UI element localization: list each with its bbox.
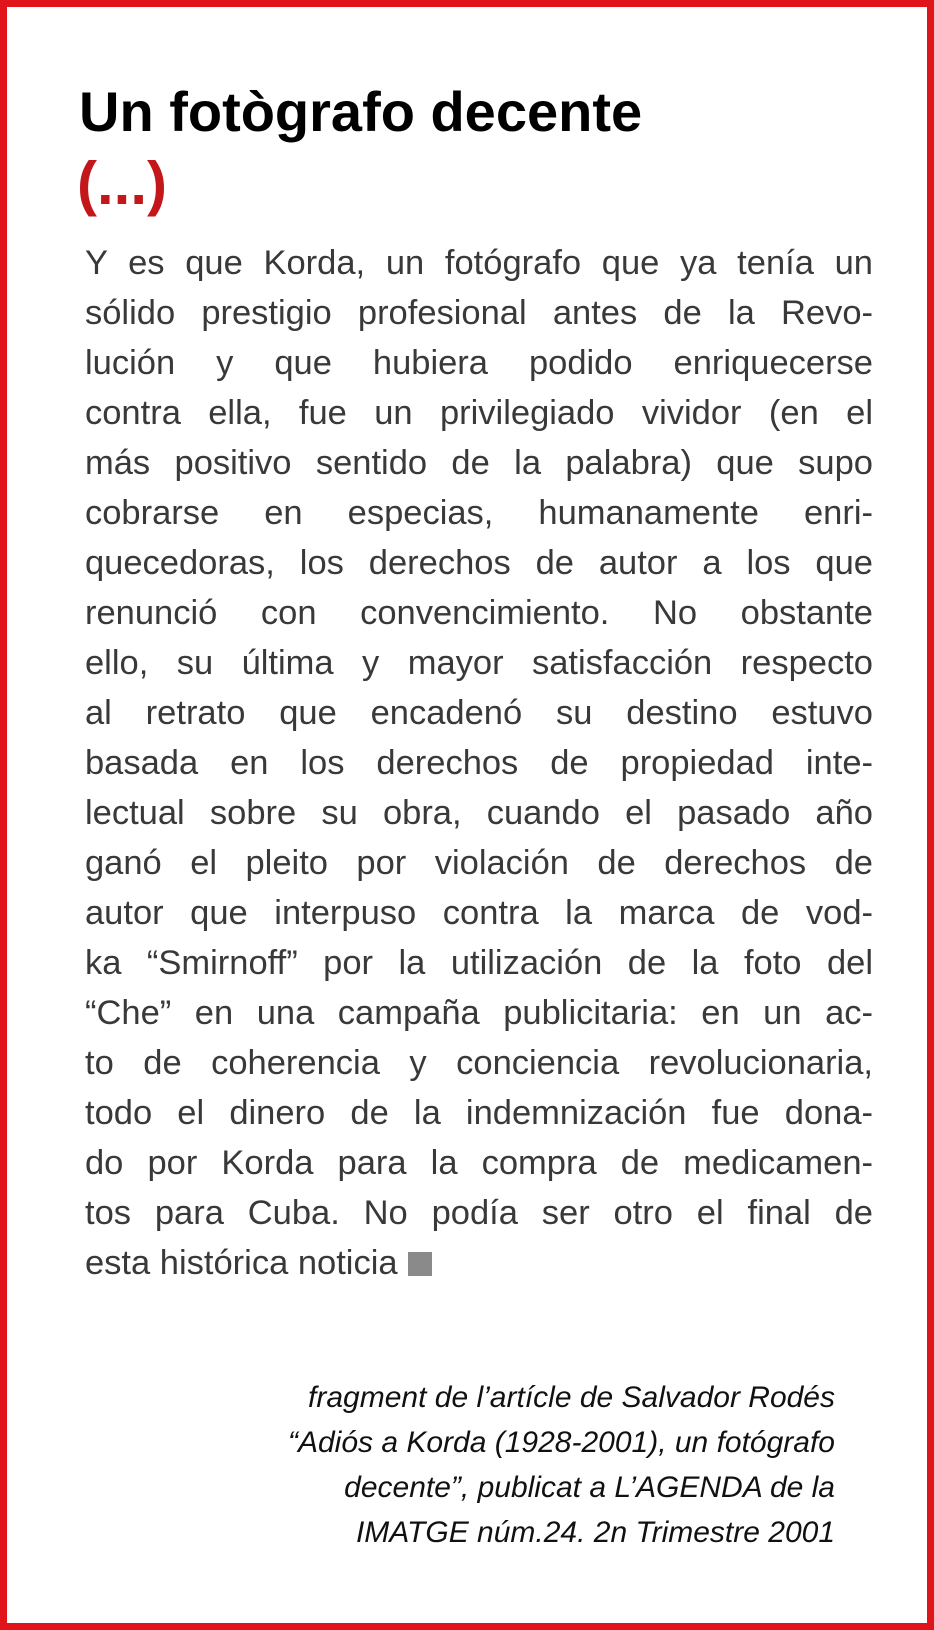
article-line: tos para Cuba. No podía ser otro el final de xyxy=(85,1194,873,1232)
article-last-line xyxy=(85,1237,873,1289)
article-line: autor que interpuso contra la marca de vod- xyxy=(85,894,873,932)
caption-line: “Adiós a Korda (1928-2001), un fotógrafo xyxy=(287,1426,835,1459)
article-line: do por Korda para la compra de medicamen- xyxy=(85,1144,873,1182)
article-excerpt xyxy=(79,237,879,1347)
caption-line: IMATGE núm.24. 2n Trimestre 2001 xyxy=(355,1516,835,1549)
caption-line: fragment de l’artícle de Salvador Rodés xyxy=(308,1381,835,1414)
page-title: Un fotògrafo decente xyxy=(79,80,643,143)
article-line: contra ella, fue un privilegiado vividor (en el xyxy=(85,394,873,432)
article-line: ganó el pleito por violación de derechos de xyxy=(85,844,873,882)
article-line: lectual sobre su obra, cuando el pasado año xyxy=(85,794,873,832)
end-of-article-square-icon xyxy=(408,1252,432,1276)
article-line: ello, su última y mayor satisfacción respecto xyxy=(85,644,873,682)
omission-ellipsis: (...) xyxy=(77,150,167,217)
article-line: ka “Smirnoff” por la utilización de la foto del xyxy=(85,944,873,982)
article-line: Y es que Korda, un fotógrafo que ya tenía un xyxy=(85,244,873,282)
article-line: todo el dinero de la indemnización fue dona- xyxy=(85,1094,873,1132)
article-line: basada en los derechos de propiedad inte- xyxy=(85,744,873,782)
article-line: sólido prestigio profesional antes de la Revo- xyxy=(85,294,873,332)
article-line: esta histórica noticia xyxy=(85,1244,398,1282)
article-line: al retrato que encadenó su destino estuvo xyxy=(85,694,873,732)
article-line: renunció con convencimiento. No obstante xyxy=(85,594,873,632)
article-line: “Che” en una campaña publicitaria: en un ac- xyxy=(85,994,873,1032)
caption-line: decente”, publicat a L’AGENDA de la xyxy=(344,1471,835,1504)
article-line: cobrarse en especias, humanamente enri- xyxy=(85,494,873,532)
article-line: lución y que hubiera podido enriquecerse xyxy=(85,344,873,382)
source-caption xyxy=(75,1375,835,1555)
article-line: quecedoras, los derechos de autor a los que xyxy=(85,544,873,582)
article-line: to de coherencia y conciencia revolucionaria, xyxy=(85,1044,873,1082)
article-line: más positivo sentido de la palabra) que supo xyxy=(85,444,873,482)
